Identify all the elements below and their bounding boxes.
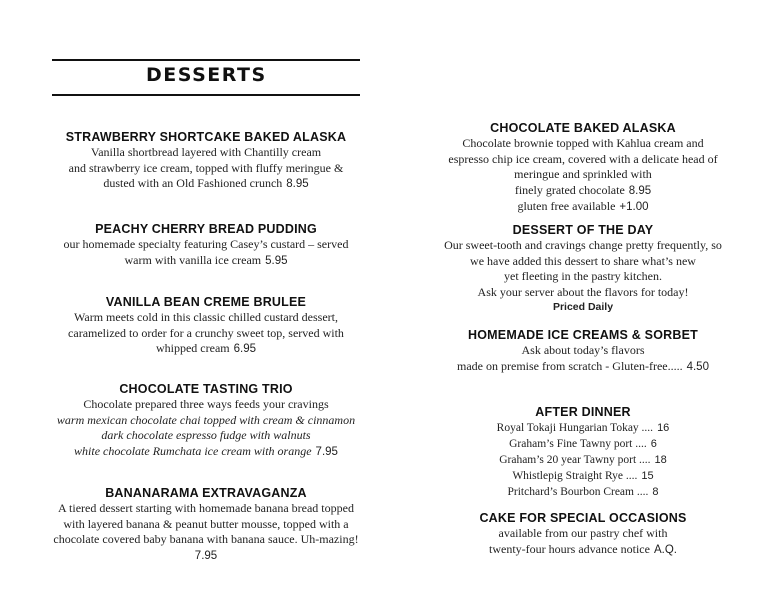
description-line: espresso chip ice cream, covered with a delicate head of [448,151,718,166]
description-line: Chocolate brownie topped with Kahlua cream and [462,136,704,150]
description-line: chocolate covered baby banana with banana sauce. Uh-mazing! [53,532,359,546]
description-line: Warm meets cold in this classic chilled custard dessert, [74,310,338,324]
item-title: AFTER DINNER [535,405,631,419]
menu-item [410,327,756,375]
description-line: with layered banana & peanut butter mousse, topped with a [63,516,349,531]
description-line: dusted with an Old Fashioned crunch 8.95 [103,176,309,190]
after-dinner-section [410,404,756,500]
description-line: yet fleeting in the pastry kitchen. [504,269,662,283]
item-price: 7.95 [194,549,218,562]
description-line: twenty-four hours advance notice A.Q. [489,541,677,556]
item-price: 18 [654,454,667,466]
item-description [410,136,756,216]
item-title: DESSERT OF THE DAY [512,223,654,237]
description-line: dark chocolate espresso fudge with walnuts [101,428,311,442]
list-item: Pritchard’s Bourbon Cream .... 8 [507,486,659,498]
item-price: 16 [657,422,670,434]
menu-item [36,221,376,269]
description-line: available from our pastry chef with [498,526,668,540]
item-price: 5.95 [265,254,288,267]
item-price: 4.50 [686,360,709,373]
item-description [410,526,756,558]
item-price: 7.95 [315,445,338,458]
menu-item [36,485,376,564]
description-line: we have added this dessert to share what’s new [470,253,696,268]
item-price: A.Q. [653,543,677,556]
title-rule-bottom [52,94,360,96]
description-line: warm with vanilla ice cream 5.95 [124,252,288,267]
item-price: 8.95 [286,178,309,190]
description-line: Vanilla shortbread layered with Chantilly cream [90,145,322,159]
item-description [36,310,376,358]
list-item: Royal Tokaji Hungarian Tokay .... 16 [496,422,670,434]
item-price: 8.95 [628,184,652,197]
item-description [36,145,376,193]
menu-item [36,129,376,193]
item-title: STRAWBERRY SHORTCAKE BAKED ALASKA [65,130,347,144]
title-rule-top [52,59,360,61]
description-line: meringue and sprinkled with [514,167,652,181]
description-line: made on premise from scratch - Gluten-free..... 4.50 [457,358,709,373]
menu-item [410,120,756,216]
item-title: VANILLA BEAN CREME BRULEE [105,295,307,309]
list-item: Graham’s 20 year Tawny port .... 18 [499,454,667,466]
description-line: caramelized to order for a crunchy sweet top, served with [68,325,344,340]
item-price: 15 [641,470,654,482]
menu-item [410,510,756,558]
description-line: and strawberry ice cream, topped with fluffy meringue & [68,160,344,175]
item-title: CHOCOLATE TASTING TRIO [119,382,293,396]
item-description [36,237,376,269]
description-line: Ask about today’s flavors [521,343,645,357]
description-line: our homemade specialty featuring Casey’s custard – served [63,237,349,251]
description-line: Our sweet-tooth and cravings change pretty frequently, so [444,238,722,252]
item-price: 6.95 [233,343,257,355]
item-price: 8 [652,486,659,498]
item-description [410,238,756,316]
item-title: HOMEMADE ICE CREAMS & SORBET [468,328,698,342]
description-line: finely grated chocolate 8.95 [514,182,652,197]
menu-item [410,222,756,316]
description-line: white chocolate Rumchata ice cream with orange 7.95 [74,443,338,458]
item-price: +1.00 [619,201,649,213]
item-description [410,343,756,375]
list-item: Graham’s Fine Tawny port .... 6 [509,438,657,450]
item-title: CHOCOLATE BAKED ALASKA [490,121,676,135]
item-description [36,397,376,460]
menu-item [36,294,376,358]
item-title: BANANARAMA EXTRAVAGANZA [105,486,307,500]
description-line: A tiered dessert starting with homemade banana bread topped [58,501,354,515]
description-line: gluten free available +1.00 [517,199,649,213]
item-title: CAKE FOR SPECIAL OCCASIONS [479,511,687,525]
description-line: whipped cream 6.95 [155,341,257,355]
description-line: warm mexican chocolate chai topped with cream & cinnamon [56,412,356,427]
list-item: Whistlepig Straight Rye .... 15 [512,470,654,482]
item-title: PEACHY CHERRY BREAD PUDDING [95,222,317,236]
page-title: DESSERTS [146,64,267,86]
menu-item [36,381,376,460]
description-line: Ask your server about the flavors for today! [477,284,689,299]
item-price: 6 [650,438,657,450]
item-price: Priced Daily [552,301,614,313]
item-description [36,501,376,564]
description-line: Chocolate prepared three ways feeds your cravings [83,397,329,411]
